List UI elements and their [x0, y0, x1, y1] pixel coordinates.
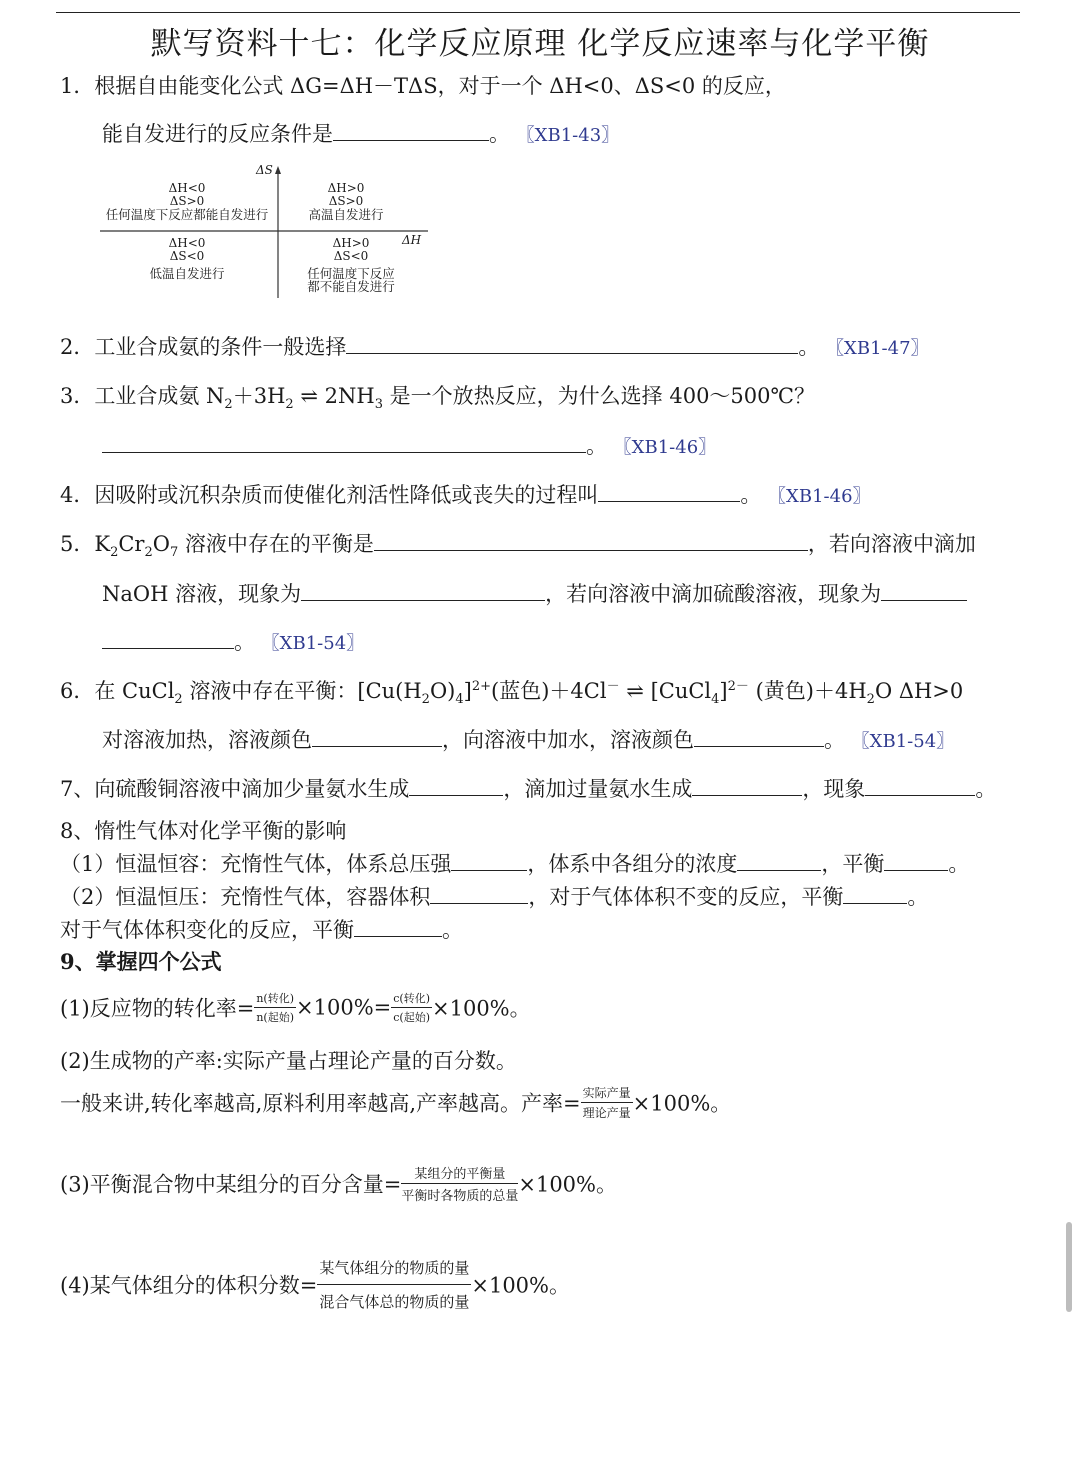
- q3-blank[interactable]: [102, 434, 586, 453]
- spontaneity-diagram: [96, 164, 436, 304]
- q-br-ds: ΔS<0: [333, 249, 369, 263]
- q2-line: [60, 331, 929, 361]
- q8-text-e: ，对于气体体积不变的反应，平衡: [528, 885, 844, 909]
- q8-text-f: 对于气体体积变化的反应，平衡: [60, 918, 354, 942]
- q5-line2: [102, 578, 967, 608]
- scrollbar-thumb[interactable]: [1066, 1222, 1072, 1312]
- q5-text-a: 5．K: [60, 532, 111, 556]
- q8-end-3: 。: [442, 918, 463, 942]
- q3-text-a: 3．工业合成氨 N: [60, 384, 225, 408]
- q7-text-c: ，现象: [802, 777, 866, 801]
- formula-2-text: (2)生成物的产率:实际产量占理论产量的百分数。: [60, 1049, 517, 1073]
- q-tl-ds: ΔS>0: [169, 194, 205, 208]
- q-tl-dh: ΔH<0: [168, 181, 206, 195]
- q-br-desc2: 都不能自发进行: [307, 279, 395, 294]
- f1-num-2: c(转化): [391, 990, 432, 1008]
- q5-text-b: Cr: [118, 532, 145, 556]
- q3-sub1: 2: [224, 397, 233, 413]
- q6-ref: 〖XB1-54〗: [851, 731, 955, 752]
- f4-num: 某气体组分的物质的量: [317, 1257, 471, 1285]
- q6-text-d: ]: [463, 679, 472, 703]
- q5-sub3: 7: [169, 545, 179, 561]
- q3-sub2: 2: [285, 397, 294, 413]
- q2-end: 。: [798, 335, 820, 359]
- q8-blank-6[interactable]: [354, 918, 442, 937]
- q7-blank-3[interactable]: [865, 777, 975, 796]
- q5-sub1: 2: [110, 545, 119, 561]
- q6-sup2: －: [606, 679, 620, 694]
- q6-text-g: ]: [719, 679, 728, 703]
- q-bl-dh: ΔH<0: [168, 236, 206, 250]
- page-title: 默写资料十七：化学反应原理 化学反应速率与化学平衡: [150, 26, 930, 62]
- f3-label: (3)平衡混合物中某组分的百分含量=: [60, 1172, 402, 1197]
- q5-text-e: ，若向溶液中滴加: [807, 532, 976, 556]
- q8-text-b: ，体系中各组分的浓度: [527, 852, 738, 876]
- q5-text-d: 溶液中存在的平衡是: [178, 532, 374, 556]
- quadrant-top-right: [286, 182, 406, 221]
- q-tr-dh: ΔH>0: [327, 181, 365, 195]
- x-axis-label: ΔH: [402, 233, 422, 247]
- q-br-desc1: 任何温度下反应: [307, 266, 395, 281]
- q6-text-e: (蓝色)＋4Cl: [491, 679, 607, 703]
- q3-line1: [60, 380, 815, 412]
- q3-text-b: ＋3H: [232, 384, 286, 408]
- q8-blank-2[interactable]: [737, 852, 821, 871]
- q5-blank-4[interactable]: [102, 630, 234, 649]
- q1-ref: 〖XB1-43〗: [516, 125, 620, 146]
- formula-1: [60, 990, 531, 1025]
- f1-mid: ×100%=: [296, 995, 392, 1020]
- f1-frac-2: [391, 990, 432, 1025]
- f4-label: (4)某气体组分的体积分数=: [60, 1273, 318, 1298]
- q6-line2: [102, 724, 954, 754]
- q7-text-b: ，滴加过量氨水生成: [503, 777, 693, 801]
- q8-blank-1[interactable]: [451, 852, 527, 871]
- q8-line3: [60, 914, 463, 944]
- q8-text-c: ，平衡: [821, 852, 885, 876]
- q-bl-desc: 低温自发进行: [149, 266, 225, 281]
- q6-text-a: 6．在 CuCl: [60, 679, 175, 703]
- q1-prompt: 能自发进行的反应条件是: [102, 122, 333, 146]
- f1-num-1: n(转化): [254, 990, 296, 1008]
- f2-frac: [581, 1084, 633, 1121]
- f1-den-2: c(起始): [393, 1011, 430, 1024]
- q7-blank-2[interactable]: [692, 777, 802, 796]
- f2-num: 实际产量: [581, 1084, 633, 1103]
- q6-text-c: O): [429, 679, 456, 703]
- quadrant-bottom-right: [286, 237, 416, 293]
- q2-prompt: 2．工业合成氨的条件一般选择: [60, 335, 347, 359]
- q5-text-g: ，若向溶液中滴加硫酸溶液，现象为: [545, 582, 882, 606]
- q4-line: [60, 479, 871, 509]
- q6-text-i: O ΔH>0: [874, 679, 964, 703]
- q7-blank-1[interactable]: [409, 777, 503, 796]
- formula-2: [60, 1084, 731, 1121]
- q6-end: 。: [824, 728, 845, 752]
- q6-text-j: 对溶液加热，溶液颜色: [102, 728, 312, 752]
- f3-frac: [401, 1163, 518, 1204]
- q7-line: [60, 773, 996, 803]
- q5-line3: [102, 626, 364, 656]
- q-bl-ds: ΔS<0: [169, 249, 205, 263]
- quadrant-bottom-left: [96, 237, 278, 280]
- f4-frac: [317, 1257, 471, 1312]
- q5-text-c: O: [152, 532, 170, 556]
- q7-text-a: 7、向硫酸铜溶液中滴加少量氨水生成: [60, 777, 410, 801]
- q6-sup1: 2+: [471, 679, 492, 694]
- q6-sub2: 2: [421, 692, 430, 708]
- q1-end: 。: [489, 122, 510, 146]
- q2-ref: 〖XB1-47〗: [826, 338, 929, 359]
- f3-end: ×100%。: [518, 1172, 617, 1197]
- f4-den: 混合气体总的物质的量: [319, 1293, 470, 1311]
- q-tl-desc: 任何温度下反应都能自发进行: [105, 207, 269, 222]
- q5-sub2: 2: [144, 545, 153, 561]
- f2-den: 理论产量: [582, 1106, 631, 1120]
- f3-num: 某组分的平衡量: [401, 1163, 518, 1184]
- f1-den-1: n(起始): [256, 1011, 295, 1024]
- f1-label: (1)反应物的转化率=: [60, 996, 255, 1021]
- f2-label: 一般来讲,转化率越高,原料利用率越高,产率越高。产率=: [60, 1091, 581, 1116]
- q3-ref: 〖XB1-46〗: [613, 437, 717, 458]
- q9-title: 9、掌握四个公式: [60, 949, 222, 974]
- q5-text-f: NaOH 溶液，现象为: [102, 582, 302, 606]
- q3-text-c: 2NH: [324, 384, 375, 408]
- q6-sup3: 2－: [727, 679, 749, 694]
- f2-end: ×100%。: [632, 1091, 732, 1116]
- q8-line1: [60, 848, 969, 878]
- q6-sub1: 2: [174, 692, 183, 708]
- q5-end: 。: [234, 630, 255, 654]
- q6-text-f: [CuCl: [650, 679, 712, 703]
- q6-blank-1[interactable]: [312, 728, 442, 747]
- f3-den: 平衡时各物质的总量: [401, 1189, 519, 1204]
- q5-line1: [60, 528, 976, 560]
- q3-text-d: 是一个放热反应，为什么选择 400～500℃？: [383, 384, 816, 408]
- q8-end-1: 。: [948, 852, 970, 876]
- formula-4: [60, 1257, 570, 1312]
- formula-3: [60, 1163, 617, 1204]
- q4-blank[interactable]: [598, 483, 740, 502]
- q5-blank-2[interactable]: [301, 582, 545, 601]
- f1-end: ×100%。: [432, 996, 531, 1021]
- q4-prompt: 4．因吸附或沉积杂质而使催化剂活性降低或丧失的过程叫: [60, 483, 599, 507]
- q8-end-2: 。: [907, 885, 929, 909]
- q1-line2: [102, 118, 619, 148]
- q6-sub5: 2: [866, 692, 875, 708]
- q-br-dh: ΔH>0: [332, 236, 370, 250]
- q1-blank[interactable]: [333, 122, 489, 141]
- quadrant-top-left: [96, 182, 278, 221]
- q8-text-d: （2）恒温恒压：充惰性气体，容器体积: [60, 885, 431, 909]
- f1-frac-1: [254, 990, 296, 1025]
- q6-text-b: 溶液中存在平衡：[Cu(H: [182, 679, 422, 703]
- q6-text-k: ，向溶液中加水，溶液颜色: [442, 728, 694, 752]
- equilibrium-arrow: ⇌: [300, 384, 318, 408]
- q8-title: 8、惰性气体对化学平衡的影响: [60, 819, 347, 843]
- q-tr-desc: 高温自发进行: [308, 207, 384, 222]
- q8-blank-5[interactable]: [843, 885, 907, 904]
- q3-end: 。: [586, 434, 607, 458]
- equilibrium-arrow-2: ⇌: [626, 679, 644, 703]
- q6-blank-2[interactable]: [694, 728, 824, 747]
- q7-end: 。: [975, 777, 997, 801]
- q8-line2: [60, 881, 928, 911]
- q3-line2: [102, 430, 716, 460]
- q4-end: 。: [740, 483, 762, 507]
- q5-blank-3[interactable]: [881, 582, 967, 601]
- q8-text-a: （1）恒温恒容：充惰性气体，体系总压强: [60, 852, 452, 876]
- q6-text-h: (黄色)＋4H: [748, 679, 867, 703]
- q8-blank-4[interactable]: [430, 885, 528, 904]
- q5-ref: 〖XB1-54〗: [261, 633, 365, 654]
- q5-blank-1[interactable]: [374, 532, 808, 551]
- y-axis-label: ΔS: [256, 163, 273, 177]
- q1-line1: 1．根据自由能变化公式 ΔG=ΔH－TΔS，对于一个 ΔH<0、ΔS<0 的反应，: [60, 74, 786, 98]
- f4-end: ×100%。: [471, 1273, 570, 1298]
- q8-blank-3[interactable]: [884, 852, 948, 871]
- q-tr-ds: ΔS>0: [328, 194, 364, 208]
- q6-sub3: 4: [455, 692, 464, 708]
- q6-line1: [60, 675, 963, 707]
- q6-sub4: 4: [711, 692, 720, 708]
- top-rule: [56, 12, 1020, 13]
- q2-blank[interactable]: [346, 335, 798, 354]
- q4-ref: 〖XB1-46〗: [768, 486, 871, 507]
- q3-sub3: 3: [374, 397, 383, 413]
